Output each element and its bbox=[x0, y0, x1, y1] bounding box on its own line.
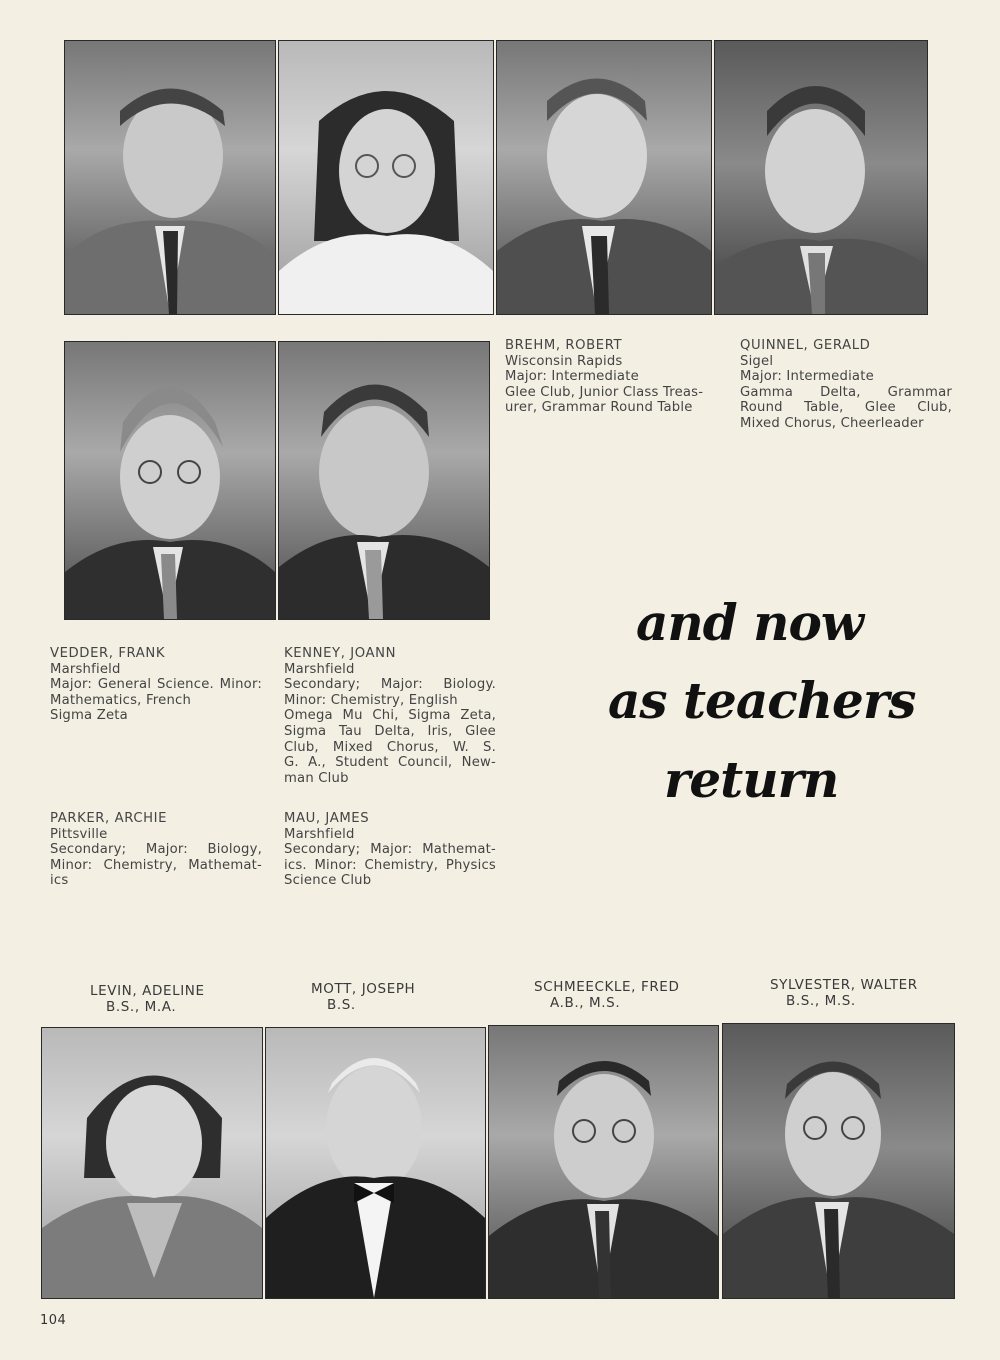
graduate-detail: Sigma Zeta bbox=[50, 708, 128, 724]
graduate-detail: Major: Intermediate bbox=[740, 369, 874, 385]
graduate-detail: Mathematics, French bbox=[50, 692, 192, 708]
graduate-detail: Mixed Chorus, Cheerleader bbox=[740, 415, 924, 431]
portrait-schmeeckle-fred bbox=[488, 1025, 719, 1299]
headline-line-3: return bbox=[664, 750, 839, 809]
teacher-name: SCHMEECKLE, FRED bbox=[534, 979, 680, 995]
graduate-detail: Secondary; Major: Biology, bbox=[50, 842, 262, 858]
teacher-degrees: A.B., M.S. bbox=[550, 995, 621, 1011]
portrait-mau-james bbox=[278, 341, 490, 620]
teacher-degrees: B.S., M.A. bbox=[106, 999, 177, 1015]
graduate-detail: man Club bbox=[284, 770, 349, 786]
graduate-detail: Major: Intermediate bbox=[505, 369, 639, 385]
graduate-detail: Secondary; Major: Biology. bbox=[284, 677, 496, 693]
graduate-name: QUINNEL, GERALD bbox=[740, 338, 871, 353]
graduate-town: Marshfield bbox=[284, 826, 355, 842]
teacher-degrees: B.S. bbox=[327, 997, 356, 1013]
graduate-detail: G. A., Student Council, New- bbox=[284, 755, 496, 771]
teacher-name: SYLVESTER, WALTER bbox=[770, 977, 918, 993]
graduate-detail: urer, Grammar Round Table bbox=[505, 400, 693, 416]
graduate-detail: Round Table, Glee Club, bbox=[740, 400, 952, 416]
teacher-name: MOTT, JOSEPH bbox=[311, 981, 416, 997]
portrait-quinnel-gerald bbox=[714, 40, 928, 315]
page-number: 104 bbox=[40, 1313, 67, 1328]
graduate-detail: Secondary; Major: Mathemat- bbox=[284, 842, 496, 858]
graduate-detail: Gamma Delta, Grammar bbox=[740, 384, 952, 400]
teacher-caption-sylvester bbox=[770, 977, 918, 1009]
caption-kenney-joann bbox=[284, 646, 496, 786]
portrait-brehm-robert bbox=[496, 40, 712, 315]
graduate-name: VEDDER, FRANK bbox=[50, 646, 166, 661]
graduate-detail: Major: General Science. Minor: bbox=[50, 677, 262, 693]
graduate-name: PARKER, ARCHIE bbox=[50, 811, 168, 826]
graduate-detail: Sigma Tau Delta, Iris, Glee bbox=[284, 723, 496, 739]
graduate-town: Wisconsin Rapids bbox=[505, 353, 623, 369]
graduate-detail: Omega Mu Chi, Sigma Zeta, bbox=[284, 708, 496, 724]
caption-parker-archie bbox=[50, 811, 262, 889]
graduate-detail: ics. Minor: Chemistry, Physics bbox=[284, 857, 496, 873]
portrait-sylvester-walter bbox=[722, 1023, 955, 1299]
caption-mau-james bbox=[284, 811, 496, 889]
portrait-mott-joseph bbox=[265, 1027, 486, 1299]
teacher-caption-mott bbox=[311, 981, 415, 1013]
portrait-vedder-frank bbox=[64, 40, 276, 315]
graduate-town: Pittsville bbox=[50, 826, 108, 842]
portrait-parker-archie bbox=[64, 341, 276, 620]
graduate-name: MAU, JAMES bbox=[284, 811, 370, 826]
graduate-town: Marshfield bbox=[50, 661, 121, 677]
teacher-caption-levin bbox=[90, 983, 205, 1015]
headline-line-1: and now bbox=[636, 593, 863, 652]
graduate-detail: Minor: Chemistry, English bbox=[284, 692, 458, 708]
headline-line-2: as teachers bbox=[608, 671, 916, 730]
graduate-detail: ics bbox=[50, 873, 69, 889]
caption-quinnel-gerald bbox=[740, 338, 952, 432]
portrait-kenney-joann bbox=[278, 40, 494, 315]
graduate-detail: Club, Mixed Chorus, W. S. bbox=[284, 739, 496, 755]
teacher-caption-schmeeckle bbox=[534, 979, 679, 1011]
graduate-detail: Glee Club, Junior Class Treas- bbox=[505, 384, 704, 400]
graduate-name: BREHM, ROBERT bbox=[505, 338, 623, 353]
graduate-town: Sigel bbox=[740, 353, 774, 369]
graduate-town: Marshfield bbox=[284, 661, 355, 677]
teacher-degrees: B.S., M.S. bbox=[786, 993, 856, 1009]
teacher-name: LEVIN, ADELINE bbox=[90, 983, 205, 999]
graduate-detail: Science Club bbox=[284, 873, 372, 889]
graduate-detail: Minor: Chemistry, Mathemat- bbox=[50, 857, 262, 873]
portrait-levin-adeline bbox=[41, 1027, 263, 1299]
caption-vedder-frank bbox=[50, 646, 262, 724]
caption-brehm-robert bbox=[505, 338, 717, 416]
graduate-name: KENNEY, JOANN bbox=[284, 646, 397, 661]
